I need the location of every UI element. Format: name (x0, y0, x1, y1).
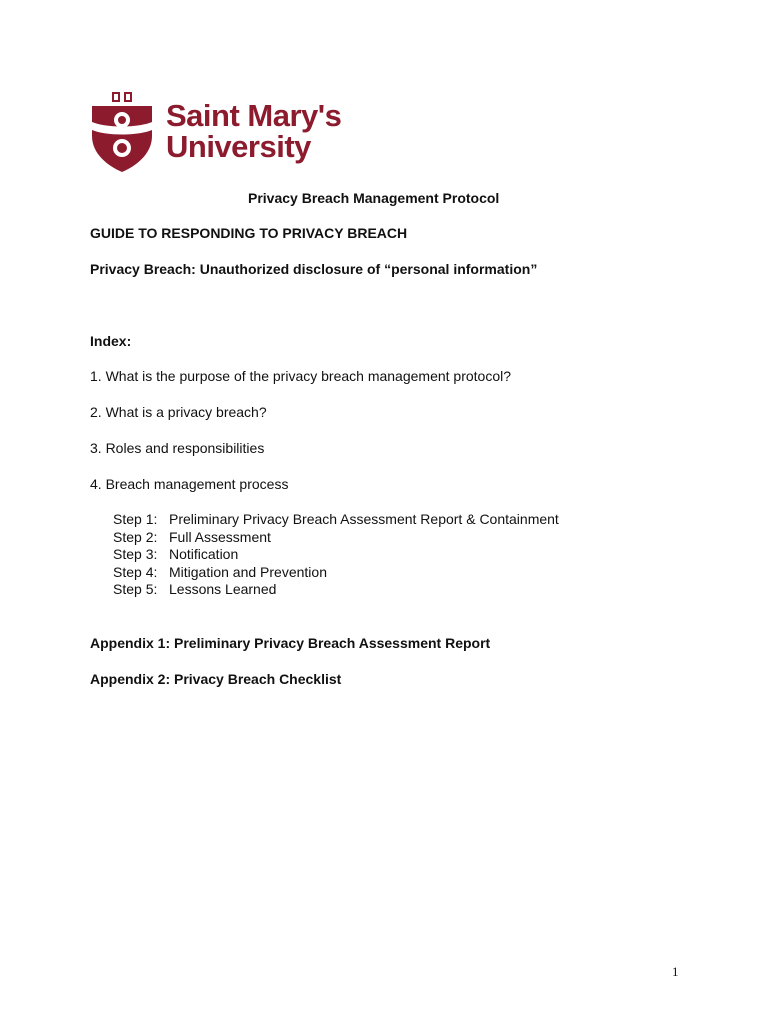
step-number: Step 2: (113, 528, 158, 545)
step-label: Preliminary Privacy Breach Assessment Report & Containment (169, 511, 559, 527)
step-item (113, 511, 559, 529)
logo-line-1: Saint Mary's (166, 98, 342, 133)
step-number: Step 1: (113, 511, 158, 527)
logo-line-2: University (166, 129, 311, 164)
step-number: Step 5: (113, 581, 158, 598)
document-title: Privacy Breach Management Protocol (248, 190, 500, 206)
step-label: Notification (169, 546, 239, 563)
university-logo (90, 92, 360, 172)
step-item (113, 564, 559, 582)
logo-wordmark (166, 100, 341, 162)
step-label: Lessons Learned (169, 581, 277, 598)
step-label: Full Assessment (169, 528, 271, 545)
appendix-item: Appendix 1: Preliminary Privacy Breach Assessment Report (90, 635, 491, 651)
index-item: 4. Breach management process (90, 476, 289, 492)
index-item: 3. Roles and responsibilities (90, 440, 265, 456)
step-item (113, 529, 559, 547)
step-label: Mitigation and Prevention (169, 563, 327, 580)
step-item (113, 546, 559, 564)
index-item: 1. What is the purpose of the privacy breach management protocol? (90, 368, 512, 384)
index-label: Index: (90, 333, 132, 349)
index-item: 2. What is a privacy breach? (90, 404, 267, 420)
page-number: 1 (672, 964, 679, 979)
crest-icon (90, 92, 154, 172)
step-item (113, 581, 559, 599)
appendix-item: Appendix 2: Privacy Breach Checklist (90, 671, 342, 687)
breach-definition: Privacy Breach: Unauthorized disclosure of “personal information” (90, 261, 538, 277)
guide-heading: GUIDE TO RESPONDING TO PRIVACY BREACH (90, 225, 408, 241)
step-number: Step 3: (113, 546, 158, 563)
step-number: Step 4: (113, 563, 158, 580)
step-list (113, 511, 559, 599)
